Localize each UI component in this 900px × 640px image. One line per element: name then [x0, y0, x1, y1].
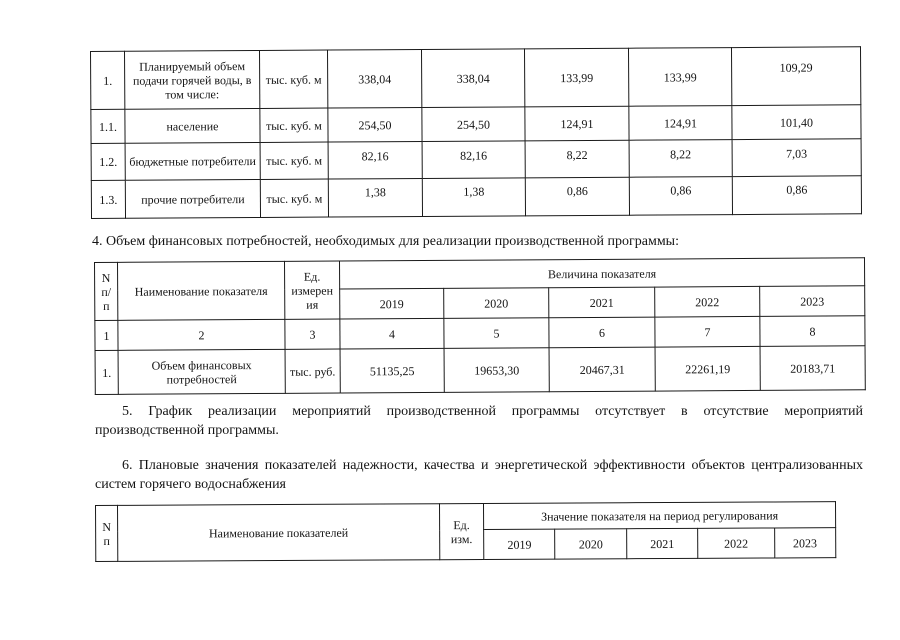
year-header: 2020	[444, 288, 549, 319]
value-cell: 20467,31	[549, 347, 655, 392]
header-value: Значение показателя на период регулирования	[484, 502, 836, 530]
value-cell: 133,99	[628, 48, 731, 107]
financial-needs-table	[94, 257, 866, 395]
section-6-text: 6. Плановые значения показателей надежности, качества и энергетической эффективности объектов централизованных систем горячего водоснабжения	[95, 458, 863, 492]
value-cell: 51135,25	[340, 348, 444, 393]
row-name: Объем финансовых потребностей	[118, 349, 285, 394]
column-number: 3	[285, 319, 340, 349]
value-cell: 338,04	[421, 49, 524, 108]
value-cell: 0,86	[732, 176, 861, 215]
column-number: 1	[95, 320, 118, 350]
value-cell: 19653,30	[444, 348, 549, 393]
quality-indicators-table	[95, 501, 836, 562]
value-cell: 124,91	[525, 106, 629, 141]
header-number: N п/ п	[95, 262, 118, 320]
value-cell: 124,91	[629, 106, 732, 141]
value-cell: 1,38	[328, 178, 422, 217]
header-value: Величина показателя	[339, 258, 864, 289]
row-unit: тыс. руб.	[285, 349, 340, 393]
value-cell: 0,86	[629, 177, 732, 216]
column-number: 4	[340, 318, 444, 349]
value-cell: 20183,71	[760, 346, 865, 391]
value-cell: 109,29	[731, 47, 860, 106]
row-name: бюджетные потребители	[125, 142, 260, 180]
value-cell: 8,22	[629, 140, 732, 178]
value-cell: 7,03	[732, 139, 861, 177]
year-header: 2021	[549, 287, 655, 318]
header-unit: Ед. изм.	[439, 503, 484, 559]
header-unit: Ед. измерен ия	[284, 261, 339, 319]
column-number: 2	[118, 319, 285, 350]
row-number: 1.1.	[91, 109, 125, 143]
year-header: 2022	[655, 286, 760, 317]
value-cell: 0,86	[525, 177, 629, 216]
value-cell: 82,16	[328, 141, 422, 179]
section-4-heading: 4. Объем финансовых потребностей, необходимых для реализации производственной программы:	[92, 234, 679, 249]
row-name: прочие потребители	[125, 179, 260, 218]
value-cell: 82,16	[422, 141, 525, 179]
year-header: 2020	[555, 529, 627, 559]
header-name: Наименование показателей	[118, 504, 440, 562]
value-cell: 22261,19	[655, 346, 760, 391]
column-number: 6	[549, 317, 655, 348]
year-header: 2022	[698, 528, 775, 558]
row-unit: тыс. куб. м	[260, 179, 328, 217]
value-cell: 8,22	[525, 140, 629, 178]
row-unit: тыс. куб. м	[260, 108, 328, 142]
value-cell: 254,50	[422, 107, 525, 142]
row-number: 1.2.	[91, 143, 125, 180]
value-cell: 133,99	[524, 48, 628, 107]
row-name: Планируемый объем подачи горячей воды, в том числе:	[125, 50, 260, 109]
column-number: 7	[655, 316, 760, 347]
column-number: 5	[444, 318, 549, 349]
hot-water-volume-table	[90, 46, 862, 219]
row-unit: тыс. куб. м	[260, 142, 328, 179]
header-name: Наименование показателя	[118, 261, 285, 320]
value-cell: 1,38	[422, 178, 525, 217]
header-number: N п	[96, 505, 118, 561]
year-header: 2019	[484, 529, 556, 559]
year-header: 2023	[774, 528, 836, 558]
value-cell: 338,04	[327, 49, 421, 108]
year-header: 2023	[760, 286, 865, 317]
row-name: население	[125, 108, 260, 143]
column-number: 8	[760, 316, 865, 347]
row-number: 1.	[91, 51, 125, 109]
row-number: 1.	[95, 350, 118, 394]
section-5-text: 5. График реализации мероприятий производственной программы отсутствует в отсутствие мероприятий производственной программы.	[95, 404, 863, 438]
row-number: 1.3.	[91, 180, 125, 218]
row-unit: тыс. куб. м	[259, 50, 327, 108]
year-header: 2019	[340, 288, 444, 319]
value-cell: 101,40	[732, 105, 861, 140]
year-header: 2021	[626, 528, 698, 558]
value-cell: 254,50	[328, 107, 422, 142]
